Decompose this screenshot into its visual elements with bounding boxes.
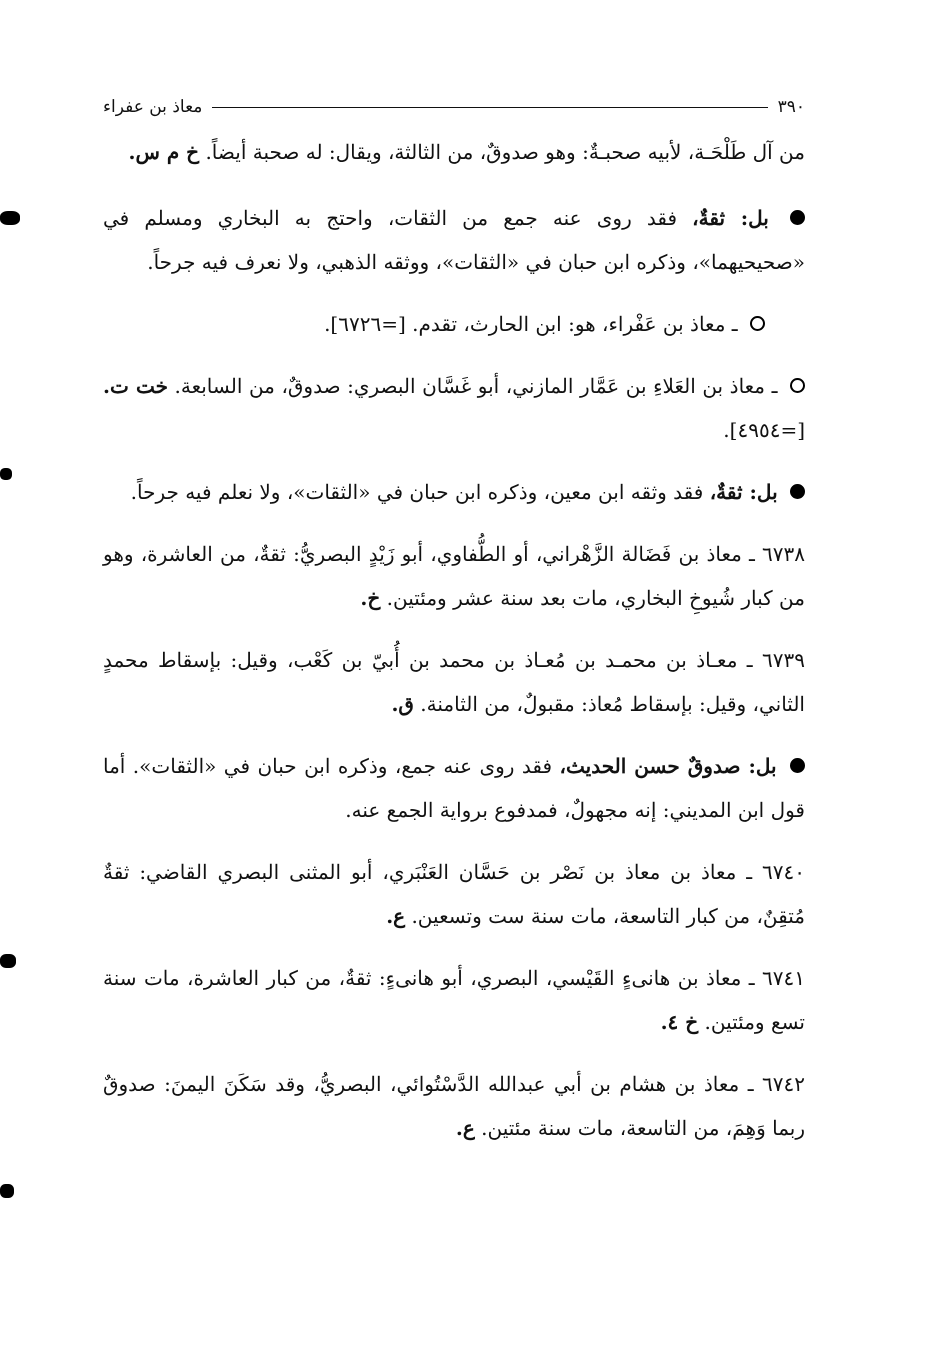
entry-text: ـ معاذ بن هانىءٍ القَيْسي، البصري، أبو هانىءٍ: ثقةٌ، من كبار العاشرة، مات سنة تسع ومئتين. xyxy=(103,966,805,1034)
continuation-paragraph: من آل طَلْحَـة، لأبيه صحبـةٌ: وهو صدوقٌ، من الثالثة، ويقال: له صحبة أيضاً. خ م س. xyxy=(128,140,805,164)
comment-text: فقد وثقه ابن معين، وذكره ابن حبان في «الثقات»، ولا نعلم فيه جرحاً. xyxy=(130,480,704,504)
entry-number: ٦٧٤٢ xyxy=(762,1072,805,1096)
entry-paragraph xyxy=(103,1062,805,1150)
entry-paragraph xyxy=(103,532,805,620)
entry-text: ـ معاذ بن هشام بن أبي عبدالله الدَّسْتُوائي، البصريُّ، وقد سَكَنَ اليمنَ: صدوقٌ ربما وَهِمَ، من التاسعة، مات سنة مئتين. xyxy=(103,1072,805,1140)
crossref-paragraph xyxy=(103,302,805,346)
header-rule xyxy=(212,107,767,108)
source-symbols: ع. xyxy=(455,1116,475,1140)
comment-paragraph xyxy=(103,470,805,514)
source-symbols: ق. xyxy=(391,692,414,716)
comment-text: فقد روى عنه جمع، وذكره ابن حبان في «الثقات». أما قول ابن المديني: إنه مجهولٌ، فمدفوع برواية الجمع عنه. xyxy=(103,754,805,822)
entry-number: ٦٧٤١ xyxy=(762,966,806,990)
comment-lead: بل: ثقةٌ، xyxy=(692,206,769,230)
source-symbols: ع. xyxy=(386,904,406,928)
scan-blot xyxy=(0,1184,14,1198)
entry-paragraph xyxy=(103,638,805,726)
crossref-paragraph xyxy=(103,364,805,452)
crossref-text: ـ معاذ بن العَلاءِ بن عَمَّار المازني، أبو غَسَّان البصري: صدوقٌ، من السابعة. xyxy=(174,374,778,398)
page-number: ٣٩٠ xyxy=(777,97,805,117)
entry-number: ٦٧٣٩ xyxy=(762,648,805,672)
comment-text: فقد روى عنه جمع من الثقات، واحتج به البخاري ومسلم في «صحيحيهما»، وذكره ابن حبان في «الثقات»، ووثقه الذهبي، ولا نعرف فيه جرحاً. xyxy=(103,206,805,274)
hollow-bullet-icon xyxy=(790,378,805,393)
filled-bullet-icon xyxy=(790,484,805,499)
source-symbols: خ م س. xyxy=(128,140,200,164)
filled-bullet-icon xyxy=(790,210,805,225)
running-head xyxy=(103,92,805,122)
comment-paragraph xyxy=(103,744,805,832)
entry-text: ـ معاذ بن فَضَالة الزَّهْراني، أو الطُّفاوي، أبو زَيْدٍ البصريُّ: ثقةٌ، من العاشرة، وهو من كبار شُيوخِ البخاري، مات بعد سنة عشر ومئتين. xyxy=(103,542,805,610)
scan-blot xyxy=(0,954,16,968)
entry-text: ـ معاذ بن معاذ بن نَصْر بن حَسَّان العَنْبَري، أبو المثنى البصري القاضي: ثقةٌ مُتقِنٌ، من كبار التاسعة، مات سنة ست وتسعين. xyxy=(103,860,805,928)
entry-paragraph xyxy=(103,956,805,1044)
entry-text: ـ معـاذ بن محمـد بن مُعـاذ بن محمد بن أُبيّ بن كَعْب، وقيل: بإسقاط محمدٍ الثاني، وقيل: بإسقاط مُعاذ: مقبولٌ، من الثامنة. xyxy=(103,648,805,716)
scan-blot xyxy=(0,211,20,225)
source-symbols: خت ت. xyxy=(103,374,168,398)
crossref-text: ـ معاذ بن عَفْراء، هو: ابن الحارث، تقدم. [=٦٧٢٦]. xyxy=(324,312,738,336)
hollow-bullet-icon xyxy=(750,316,765,331)
scan-blot xyxy=(0,468,12,480)
entry-number: ٦٧٤٠ xyxy=(762,860,805,884)
entry-number: ٦٧٣٨ xyxy=(762,542,806,566)
crossref-tail: [=٤٩٥٤]. xyxy=(723,418,805,442)
comment-paragraph xyxy=(103,196,805,284)
entry-paragraph xyxy=(103,850,805,938)
running-title: معاذ بن عفراء xyxy=(103,97,203,117)
source-symbols: خ ٤. xyxy=(660,1010,699,1034)
comment-lead: بل: صدوقٌ حسن الحديث، xyxy=(559,754,777,778)
filled-bullet-icon xyxy=(790,758,805,773)
book-page xyxy=(103,92,805,1168)
comment-lead: بل: ثقةٌ، xyxy=(709,480,778,504)
source-symbols: خ. xyxy=(360,586,381,610)
